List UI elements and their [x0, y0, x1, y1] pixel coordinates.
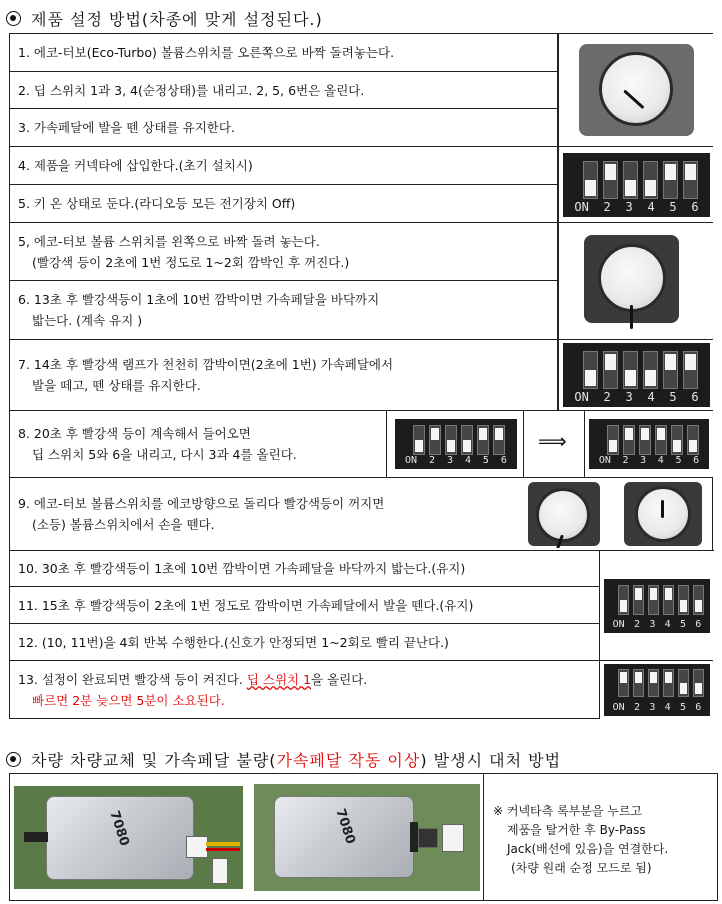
- eco-turbo-knob-right-image: [558, 34, 713, 147]
- step-text: 10. 30초 후 빨강색등이 1초에 10번 깜박이면 가속페달을 바닥까지 밟는다.(유지): [18, 561, 466, 576]
- note-line: ※ 커넥타측 록부분을 누르고: [493, 804, 643, 818]
- section-title-setup: [6, 7, 323, 30]
- eco-turbo-knob-left-image: [558, 223, 713, 340]
- step-row: [10, 587, 600, 624]
- setup-steps-table: [9, 33, 713, 719]
- step-text: 9. 에코-터보 볼륨스위치를 에코방향으로 돌리다 빨강색등이 꺼지면: [18, 496, 385, 511]
- note-line: (차량 원래 순정 모드로 됨): [511, 861, 652, 875]
- step-text: 5, 에코-터보 볼륨 스위치를 왼쪽으로 바짝 돌려 놓는다.: [18, 233, 320, 249]
- section-title-text: 차량 차량교체 및 가속페달 불량(가속페달 작동 이상) 발생시 대처 방법: [31, 751, 562, 770]
- step-row: [10, 72, 558, 109]
- step-row: [10, 185, 558, 223]
- bullet-icon: [6, 11, 21, 26]
- bullet-icon: [6, 752, 21, 767]
- step-row: [10, 223, 558, 281]
- section-title-text: 제품 설정 방법(차종에 맞게 설정된다.): [31, 10, 323, 29]
- dip-switch-repeat-image: ON 2 3 4 5 6: [600, 551, 713, 661]
- step-row: [10, 411, 387, 478]
- device-removed-photo: [254, 784, 480, 891]
- bypass-note: [493, 802, 668, 878]
- step-row: [10, 34, 558, 72]
- step-text: 2. 딥 스위치 1과 3, 4(순정상태)를 내리고. 2, 5, 6번은 올린다.: [18, 82, 365, 98]
- step-row: [10, 551, 600, 587]
- step-text-line2: 빠르면 2분 늦으면 5분이 소요된다.: [32, 693, 225, 708]
- troubleshoot-box: [9, 773, 718, 901]
- dip-switch-final-image: ON 2 3 4 5 6: [600, 661, 713, 719]
- step-text-line2: (소등) 볼륨스위치에서 손을 뗀다.: [32, 517, 215, 532]
- device-connected-photo: [14, 786, 243, 889]
- step-row: [10, 147, 558, 185]
- dip-switch-after-image: ON 2 3 4 5 6: [585, 411, 713, 478]
- brand-logo: 7080: [106, 808, 132, 849]
- eco-knob-turning-image: [522, 480, 606, 548]
- brand-logo: 7080: [332, 806, 358, 847]
- dip-switch-before-image: ON 2 3 4 5 6: [387, 411, 524, 478]
- step-text: 6. 13초 후 빨강색등이 1초에 10번 깜박이면 가속페달을 바닥까지: [18, 292, 380, 307]
- step-row: [10, 281, 558, 340]
- step-text: 7. 14초 후 빨강색 램프가 천천히 깜박이면(2초에 1번) 가속페달에서: [18, 357, 394, 372]
- step-text: 11. 15초 후 빨강색등이 2초에 1번 정도로 깜박이면 가속페달에서 발을 뗀다.(유지): [18, 597, 474, 613]
- highlight-text: 딥 스위치 1: [246, 672, 312, 687]
- step-text-line2: 밟는다. (계속 유지 ): [32, 313, 143, 328]
- note-line: 제품을 탈거한 후 By-Pass: [507, 823, 646, 837]
- step-row: [10, 661, 600, 719]
- note-line: Jack(배선에 있음)을 연결한다.: [507, 842, 669, 856]
- step-text-line2: (빨강색 등이 2초에 1번 정도로 1~2회 깜박인 후 꺼진다.): [32, 254, 350, 270]
- step-text: 3. 가속페달에 발을 뗀 상태를 유지한다.: [18, 120, 235, 135]
- step-text: 8. 20초 후 빨강색 등이 계속해서 들어오면: [18, 426, 251, 441]
- step-text: 1. 에코-터보(Eco-Turbo) 볼륨스위치를 오른쪽으로 바짝 돌려놓는다.: [18, 45, 395, 60]
- step-row: [10, 624, 600, 661]
- section-title-troubleshoot: [6, 748, 561, 771]
- step-text: 4. 제품을 커넥타에 삽입한다.(초기 설치시): [18, 158, 253, 173]
- step-text: 13. 설정이 완료되면 빨강색 등이 켜진다. 딥 스위치 1을 올린다.: [18, 672, 368, 687]
- dip-switch-initial-image: ON 2 3 4 5 6: [558, 147, 713, 223]
- step-text-line2: 발을 떼고, 뗀 상태를 유지한다.: [32, 378, 201, 393]
- eco-knob-set-image: [618, 480, 708, 548]
- step-row: [10, 478, 714, 551]
- step-text: 12. (10, 11번)을 4회 반복 수행한다.(신호가 안정되면 1~2회로 빨리 끝난다.): [18, 634, 449, 650]
- step-row: [10, 340, 558, 411]
- step-text: 5. 키 온 상태로 둔다.(라디오등 모든 전기장치 Off): [18, 196, 296, 211]
- step-text-line2: 딥 스위치 5와 6을 내리고, 다시 3과 4를 올린다.: [32, 447, 297, 462]
- arrow-cell: [524, 411, 585, 478]
- right-arrow-icon: ⟹: [538, 429, 567, 453]
- step-row: [10, 109, 558, 147]
- dip-switch-mid-image: ON 2 3 4 5 6: [558, 340, 713, 411]
